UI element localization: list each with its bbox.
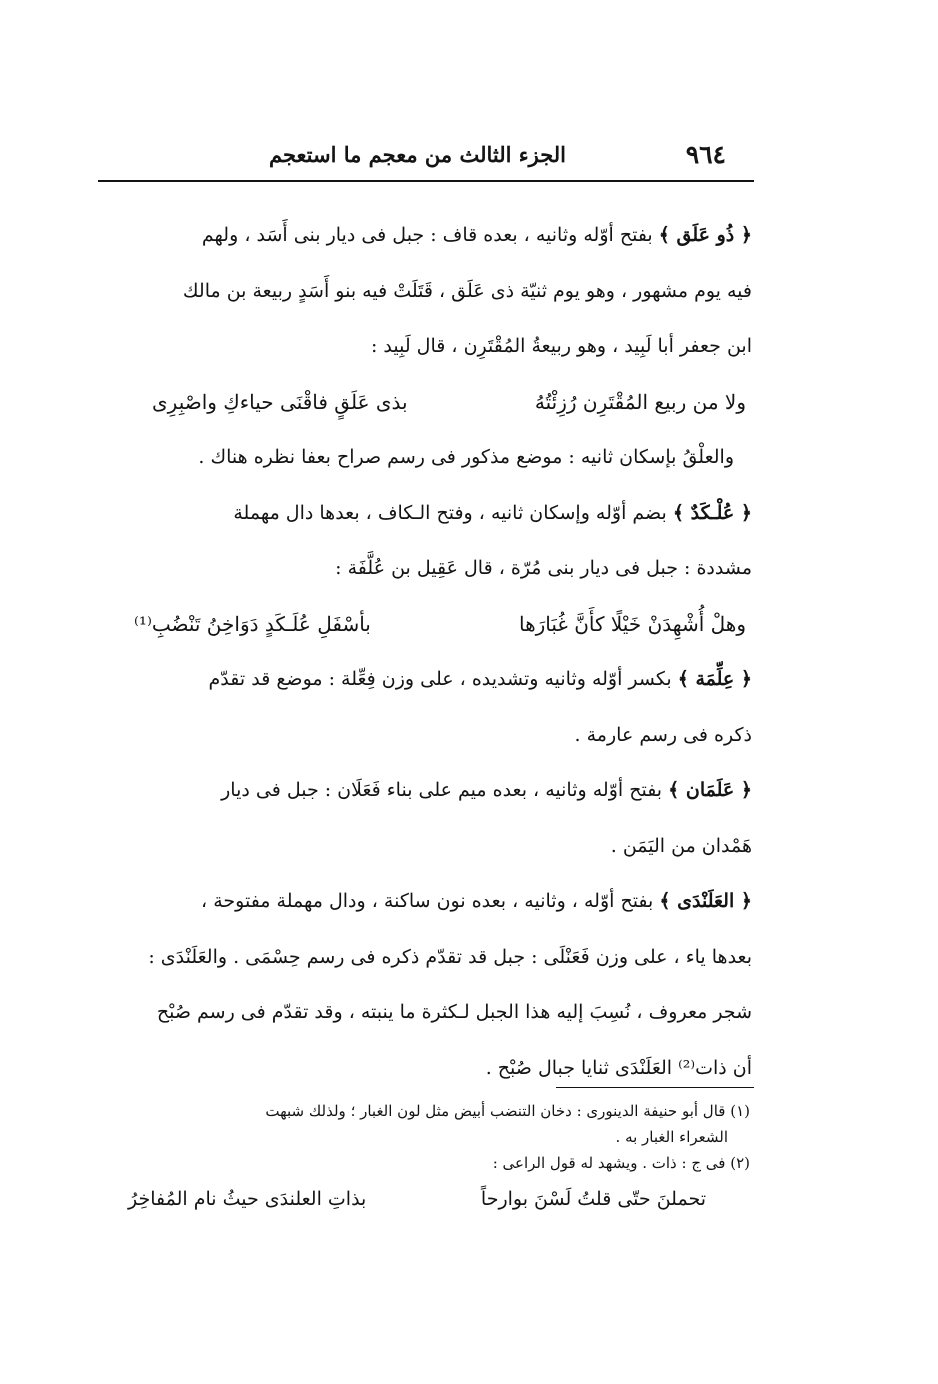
verse-hemistich-first: وهلْ أُشْهِدَنْ خَيْلًا كأَنَّ غُبَارَها [518, 611, 746, 636]
verse-hemistich-second: بذاتِ العلندَى حيثُ نام المُفاخِرُ [128, 1188, 367, 1210]
poetry-verse [100, 597, 752, 653]
entry-line [100, 708, 752, 764]
page-number: ٩٦٤ [685, 140, 726, 169]
verse-hemistich-first: ولا من ربيع المُقْتَرِن رُزِئْتُهُ [534, 389, 746, 414]
entry-line [100, 985, 752, 1041]
entry-text: ابن جعفر أبا لَبِيد ، وهو ربيعةُ المُقْتَرِن ، قال لَبِيد : [370, 335, 752, 357]
entry-line [100, 264, 752, 320]
entry-line [100, 874, 752, 930]
entry-headword: ﴿ ذُو عَلَق ﴾ [658, 224, 752, 246]
running-title: الجزء الثالث من معجم ما استعجم [268, 142, 566, 167]
footnote-text: (١) قال أبو حنيفة الدينورى : دخان التنضب أبيض مثل لون الغبار ؛ ولذلك شبهت [265, 1102, 750, 1120]
footnote-1-continued [104, 1124, 750, 1150]
entry-text: فيه يوم مشهور ، وهو يوم ثنيّة ذى عَلَق ، قَتَلَتْ فيه بنو أَسَدٍ ربيعة بن مالك [182, 279, 752, 302]
entry-line [100, 319, 752, 375]
entry-text: بكسر أوّله وثانيه وتشديده ، على وزن فِعِّلة : موضع قد تقدّم [208, 668, 672, 690]
entry-headword: ﴿ عُلْـكَدٌ ﴾ [672, 501, 752, 524]
entry-headword: ﴿ العَلَنْدَى ﴾ [659, 890, 752, 912]
entry-text: هَمْدان من اليَمَن . [610, 834, 752, 857]
footnote-rule [556, 1087, 754, 1088]
entry-text: بضم أوّله وإسكان ثانيه ، وفتح الـكاف ، بعدها دال مهملة [233, 501, 667, 524]
entry-line [100, 819, 752, 875]
entry-text: والعلْقُ بإسكان ثانيه : موضع مذكور فى رسم صراح بعفا نظره هناك . [198, 446, 734, 468]
entry-headword: ﴿ عِلِّمَة ﴾ [677, 668, 752, 690]
entry-line [100, 763, 752, 819]
main-text [100, 208, 752, 1096]
entry-text: بفتح أوّله وثانيه ، بعده ميم على بناء فَعَلَان : جبل فى ديار [221, 779, 663, 801]
entry-text: بفتح أوّله ، وثانيه ، بعده نون ساكنة ، ودال مهملة مفتوحة ، [201, 890, 654, 912]
entry-text: أن ذات⁽²⁾ العَلَنْدَى ثنايا جبال صُبْح . [485, 1056, 752, 1079]
verse-hemistich-first: تحملنَ حتّى قلتُ لَسْنَ بوارحاً [480, 1188, 706, 1210]
entry-line [100, 652, 752, 708]
entry-text: مشددة : جبل فى ديار بنى مُرّة ، قال عَقِيل بن عُلَّفَة : [335, 557, 752, 579]
footnote-text: (٢) فى ج : ذات . ويشهد له قول الراعى : [492, 1154, 750, 1172]
page-header [98, 136, 754, 180]
entry-text: بفتح أوّله وثانيه ، بعده قاف : جبل فى ديار بنى أَسَد ، ولهم [201, 224, 653, 246]
entry-line [100, 541, 752, 597]
header-rule [98, 180, 754, 182]
verse-hemistich-second: بأسْفَلِ عُلَـكَدٍ دَوَاخِنُ تَنْضُبِ⁽¹⁾ [134, 611, 371, 636]
footnote-2 [104, 1150, 750, 1176]
footnote-1 [104, 1098, 750, 1124]
poetry-verse [100, 375, 752, 431]
footnote-text: الشعراء الغبار به . [615, 1128, 728, 1146]
entry-headword: ﴿ عَلَمَان ﴾ [668, 779, 752, 801]
entry-line [100, 930, 752, 986]
footnotes [104, 1098, 750, 1222]
verse-hemistich-second: بذى عَلَقٍ فاقْنَى حياءكِ واصْبِرِى [152, 389, 408, 414]
entry-line [100, 208, 752, 264]
entry-text: شجر معروف ، نُسِبَ إليه هذا الجبل لـكثرة ما ينبته ، وقد تقدّم فى رسم صُبْح [156, 1001, 752, 1023]
entry-line [100, 430, 752, 486]
entry-text: بعدها ياء ، على وزن فَعَنْلَى : جبل قد تقدّم ذكره فى رسم حِسْمَى . والعَلَنْدَى : [148, 945, 752, 968]
footnote-verse [104, 1176, 750, 1222]
entry-text: ذكره فى رسم عارمة . [574, 723, 752, 746]
entry-line [100, 486, 752, 542]
